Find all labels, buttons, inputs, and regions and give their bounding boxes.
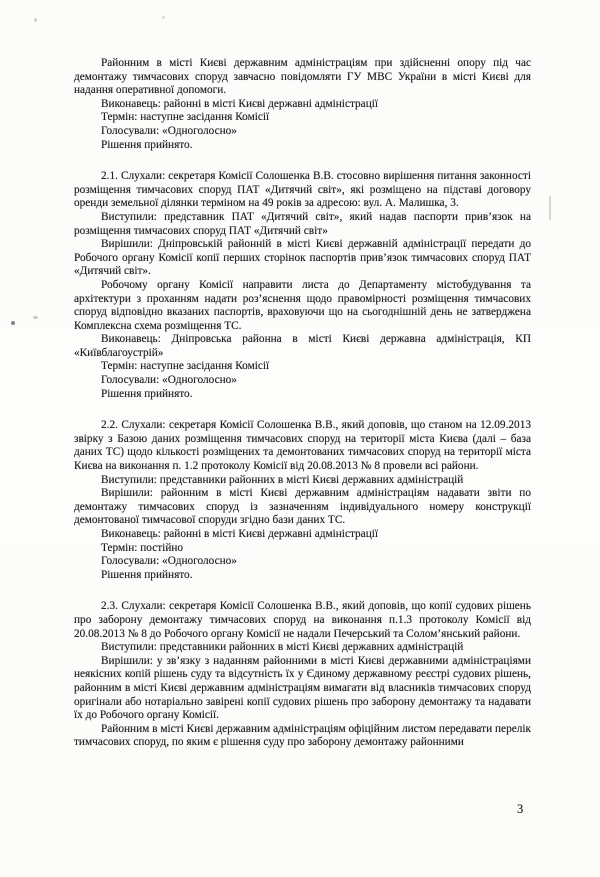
paragraph: Робочому органу Комісії направити листа до Департаменту містобудування та архітектури з проханням надати роз’яснення щодо правомірності розміщення тимчасових споруд відповідно вказаних паспортів, враховуючи що на сьогоднішній день не затверджена Комплексна схема розміщення ТС. <box>74 278 531 332</box>
paragraph: Рішення прийнято. <box>101 138 193 151</box>
paragraph: 2.2. Слухали: секретаря Комісії Солошенка В.В., який доповів, що станом на 12.09.2013 звірку з Базою даних розміщення тимчасових споруд на території міста Києва (далі – база даних ТС) щодо кількості розміщених та демонтованих тимчасових споруд на території міста Києва на виконання п. 1.2 протоколу Комісії від 20.08.2013 № 8 провели всі райони. <box>74 419 531 473</box>
document-body <box>74 57 531 750</box>
paragraph: Голосували: «Одноголосно» <box>101 374 237 387</box>
paragraph: Районним в місті Києві державним адміністраціям офіційним листом передавати перелік тимчасових споруд, по яким є рішення суду про заборону демонтажу районними <box>74 722 531 749</box>
paragraph: Вирішили: районним в місті Києві державним адміністраціям надавати звіти по демонтажу тимчасових споруд із зазначенням індивідуального номеру конструкції демонтованої тимчасової споруди згідно бази даних ТС. <box>74 487 531 527</box>
paragraph: 2.3. Слухали: секретаря Комісії Солошенка В.В., який доповів, що копії судових рішень про заборону демонтажу тимчасових споруд на виконання п.1.3 протоколу Комісії від 20.08.2013 № 8 до Робочого органу Комісії не надали Печерський та Солом’янський райони. <box>74 600 531 640</box>
page-number: 3 <box>517 802 524 816</box>
paragraph: Виступили: представники районних в місті Києві державних адміністрацій <box>101 641 464 654</box>
paragraph: Виступили: представники районних в місті Києві державних адміністрацій <box>101 473 464 486</box>
paragraph: Виконавець: районні в місті Києві державні адміністрації <box>101 528 379 540</box>
paragraph: Виконавець: районні в місті Києві державні адміністрації <box>101 97 379 110</box>
scan-speck <box>34 18 37 22</box>
scan-edge-mark <box>549 196 551 220</box>
paragraph: Вирішили: Дніпровській районній в місті Києві державній адміністрації передати до Робочого органу Комісії копії перших сторінок паспортів прив’язок тимчасових споруд ПАТ «Дитячий світ». <box>74 238 531 278</box>
paragraph: Термін: наступне засідання Комісії <box>101 360 270 373</box>
paragraph: Термін: постійно <box>101 541 184 554</box>
paragraph: Термін: наступне засідання Комісії <box>101 111 270 124</box>
paragraph: Голосували: «Одноголосно» <box>101 555 237 568</box>
paragraph: 2.1. Слухали: секретаря Комісії Солошенка В.В. стосовно вирішення питання законності розміщення тимчасових споруд ПАТ «Дитячий світ», які розміщено на підставі договору оренди земельної ділянки терміном на 49 років за адресою: вул. А. Малишка, 3. <box>74 170 531 210</box>
scan-speck <box>33 316 38 319</box>
paragraph: Рішення прийнято. <box>101 387 193 400</box>
paragraph: Виконавець: Дніпровська районна в місті Києві державна адміністрація, КП «Київблагоустрій» <box>74 333 531 359</box>
paragraph: Вирішили: у зв’язку з наданням районними в місті Києві державними адміністраціями неякісних копій рішень суду та відсутність їх у Єдиному державному реєстрі судових рішень, районним в місті Києві державним адміністраціям вимагати від власників тимчасових споруд оригінали або нотаріально завірені копії судових рішень про заборону демонтажу та надавати їх до Робочого органу Комісії. <box>74 654 531 722</box>
paragraph: Виступили: представник ПАТ «Дитячий світ», який надав паспорти прив’язок на розміщення тимчасових споруд ПАТ «Дитячий світ» <box>74 210 531 237</box>
scan-speck <box>162 16 165 19</box>
paragraph: Рішення прийнято. <box>101 568 193 581</box>
scan-speck <box>11 321 15 325</box>
paragraph: Районним в місті Києві державним адміністраціям при здійсненні опору під час демонтажу тимчасових споруд завчасно повідомляти ГУ МВС України в місті Києві для надання оперативної допомоги. <box>74 57 531 97</box>
paragraph: Голосували: «Одноголосно» <box>101 124 237 137</box>
